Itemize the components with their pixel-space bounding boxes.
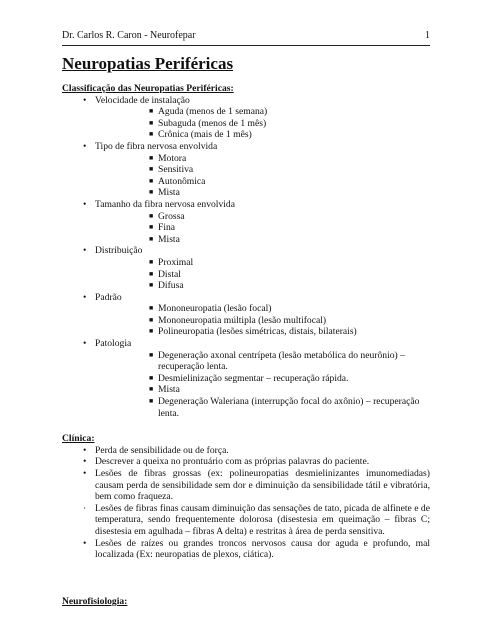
group-label: Tipo de fibra nervosa envolvida (95, 140, 218, 152)
square-bullet-icon: ■ (149, 118, 154, 127)
list-item: ■ Grossa (149, 210, 185, 222)
group-label: Velocidade de instalação (95, 94, 190, 106)
classification-group (62, 199, 430, 245)
list-item: • Lesões de raízes ou grandes troncos nervosos causa dor aguda e profundo, mal localizada (Ex: neuropatias de plexos, ciática). (83, 537, 430, 561)
clinica-heading: Clínica: (62, 433, 95, 445)
square-bullet-icon: ■ (149, 165, 154, 174)
clinica-list (62, 445, 430, 561)
square-bullet-icon: ■ (149, 327, 154, 336)
header-rule (62, 45, 430, 46)
bullet-icon: · (83, 502, 87, 514)
group-label: Patologia (95, 338, 132, 350)
bullet-icon: • (83, 94, 87, 106)
list-item: ■ Mista (149, 384, 180, 396)
square-bullet-icon: ■ (149, 153, 154, 162)
group-label: Padrão (95, 291, 122, 303)
sublist (95, 211, 430, 246)
square-bullet-icon: ■ (149, 281, 154, 290)
list-item: ■ Sensitiva (149, 164, 194, 176)
sublist (95, 303, 430, 338)
list-item: ■ Polineuropatia (lesões simétricas, distais, bilaterais) (149, 326, 357, 338)
bullet-icon: • (83, 291, 87, 303)
list-item: ■ Autonômica (149, 175, 206, 187)
classification-group (62, 141, 430, 199)
list-item: ■ Subaguda (menos de 1 mês) (149, 117, 267, 129)
list-item: ■ Mista (149, 187, 180, 199)
square-bullet-icon: ■ (149, 269, 154, 278)
square-bullet-icon: ■ (149, 257, 154, 266)
bullet-icon: • (83, 468, 87, 479)
group-label: Distribuição (95, 245, 143, 257)
list-item: ■ Motora (149, 152, 187, 164)
square-bullet-icon: ■ (149, 107, 154, 116)
page-number: 1 (425, 30, 430, 41)
bullet-icon: • (83, 140, 87, 152)
list-item: ■ Difusa (149, 280, 184, 292)
classification-list (62, 95, 430, 420)
list-item: ■ Distal (149, 268, 181, 280)
square-bullet-icon: ■ (149, 130, 154, 139)
list-item: ■ Mista (149, 233, 180, 245)
list-item: ■ Fina (149, 222, 176, 234)
square-bullet-icon: ■ (149, 223, 154, 232)
list-item: ■ Crônica (mais de 1 mês) (149, 129, 252, 141)
header-author: Dr. Carlos R. Caron - Neurofepar (62, 30, 196, 41)
classification-heading: Classificação das Neuropatias Periféricas: (62, 83, 234, 94)
bullet-icon: • (83, 245, 87, 257)
square-bullet-icon: ■ (149, 373, 154, 382)
page-title: Neuropatias Periféricas (62, 54, 234, 73)
list-item: ■ Mononeuropatia (lesão focal) (149, 303, 272, 315)
list-item: • Perda de sensibilidade ou de força. (83, 444, 229, 456)
list-item: ■ Proximal (149, 256, 194, 268)
bullet-icon: • (83, 456, 87, 468)
list-item: ■ Degeneração Waleriana (interrupção focal do axônio) – recuperação lenta. (149, 396, 420, 419)
bullet-icon: • (83, 198, 87, 210)
bullet-icon: • (83, 537, 87, 549)
square-bullet-icon: ■ (149, 234, 154, 243)
group-label: Tamanho da fibra nervosa envolvida (95, 198, 235, 210)
list-item: ■ Degeneração axonal centrípeta (lesão metabólica do neurônio) – recuperação lenta. (149, 349, 405, 373)
sublist (95, 257, 430, 292)
classification-group (62, 338, 430, 419)
document-body (62, 83, 430, 561)
list-item: ■ Desmielinização segmentar – recuperação rápida. (149, 372, 349, 384)
square-bullet-icon: ■ (149, 211, 154, 220)
bullet-icon: • (83, 444, 87, 456)
square-bullet-icon: ■ (149, 397, 154, 406)
list-item: ■ Mononeuropatia múltipla (lesão multifocal) (149, 314, 327, 326)
bullet-icon: • (83, 338, 87, 350)
classification-group (62, 245, 430, 291)
square-bullet-icon: ■ (149, 188, 154, 197)
neurofisiologia-heading: Neurofisiologia: (62, 596, 128, 607)
square-bullet-icon: ■ (149, 315, 154, 324)
square-bullet-icon: ■ (149, 350, 154, 359)
square-bullet-icon: ■ (149, 385, 154, 394)
square-bullet-icon: ■ (149, 176, 154, 185)
sublist (95, 350, 430, 420)
classification-group (62, 292, 430, 338)
page-header (62, 30, 430, 42)
list-item: • Descrever a queixa no prontuário com as próprias palavras do paciente. (83, 456, 370, 468)
sublist (95, 106, 430, 141)
list-item: • Lesões de fibras grossas (ex: polineuropatias desmielinizantes imunomediadas) causam perda de sensibilidade sem dor e diminuição da sensibilidade tátil e vibratória, bem como fraqueza. (83, 468, 430, 503)
classification-group (62, 95, 430, 141)
list-item: ■ Aguda (menos de 1 semana) (149, 106, 268, 118)
square-bullet-icon: ■ (149, 304, 154, 313)
list-item: · Lesões de fibras finas causam diminuição das sensações de tato, picada de alfinete e de temperatura, sendo frequentemente dolorosa (disestesia em queimação – fibras C; disestesia em agulhada – fibras A delta) e restritas à área de perda sensitiva. (83, 502, 430, 537)
sublist (95, 153, 430, 199)
